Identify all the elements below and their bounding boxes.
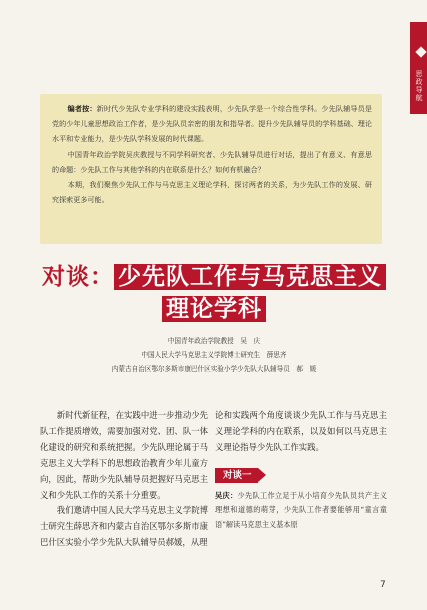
body-column-right (215, 408, 387, 532)
author-line: 中国人民大学马克思主义学院博士研究生 薛思齐 (141, 351, 287, 359)
dialog-paragraph: 吴庆：少先队工作立足于从小培育少先队员共产主义理想和道德的萌芽，少先队工作者要能够用“童言童语”解读马克思主义基本原 (215, 490, 387, 529)
author-list (36, 334, 392, 376)
page-number: 7 (380, 580, 386, 590)
article-title (28, 262, 400, 324)
dialog-speaker: 吴庆： (215, 490, 238, 500)
editor-note-paragraph: 编者按：新时代少先队专业学科的建设实践表明，少先队学是一个综合性学科。少先队辅导员是党的少年儿童思想政治工作者，是少先队员亲密的朋友和指导者。提升少先队辅导员的学科基础、理论水平和专业能力，是少先队学科发展的时代课题。 (52, 104, 373, 144)
section-tab (410, 22, 427, 114)
author-line: 内蒙古自治区鄂尔多斯市康巴什区实验小学少先队大队辅导员 郝 媛 (111, 365, 317, 373)
title-line-1 (28, 262, 400, 292)
author-line: 中国青年政治学院教授 吴 庆 (167, 337, 261, 345)
title-prefix: 对谈： (42, 264, 114, 290)
editor-note-paragraph: 本期，我们聚焦少先队工作与马克思主义理论学科，探讨两者的关系，为少先队工作的发展、研究探索更多可能。 (52, 180, 372, 205)
editor-note-box (40, 94, 382, 244)
diamond-icon (415, 46, 426, 57)
body-paragraph: 论和实践两个角度谈谈少先队工作与马克思主义理论学科的内在联系，以及如何以马克思主义理论指导少先队工作实践。 (215, 410, 387, 452)
title-highlight: 少先队工作与马克思主义 (114, 264, 386, 290)
body-paragraph: 我们邀请中国人民大学马克思主义学院博士研究生薛思齐和内蒙古自治区鄂尔多斯市康巴什区实验小学少先队大队辅导员郝媛，从理 (40, 505, 208, 548)
section-subhead: 对谈一 (215, 468, 258, 483)
body-column-left (40, 408, 208, 551)
editor-note-lead: 编者按： (67, 104, 97, 113)
section-tab-label: 思政导航 (415, 70, 423, 102)
title-line-2: 理论学科 (28, 294, 400, 324)
body-paragraph: 新时代新征程，在实践中进一步推动少先队工作提质增效，需要加强对党、团、队一体化建设的研究和系统把握。少先队理论属于马克思主义大学科下的思想政治教育少年儿童方向，因此，帮助少先队辅导员把握好马克思主义和少先队工作的关系十分重要。 (40, 410, 208, 500)
editor-note-paragraph: 中国青年政治学院吴庆教授与不同学科研究者、少先队辅导员进行对话，提出了有意义、有意思的命题：少先队工作与其他学科的内在联系是什么？如何有机融合？ (52, 149, 372, 174)
